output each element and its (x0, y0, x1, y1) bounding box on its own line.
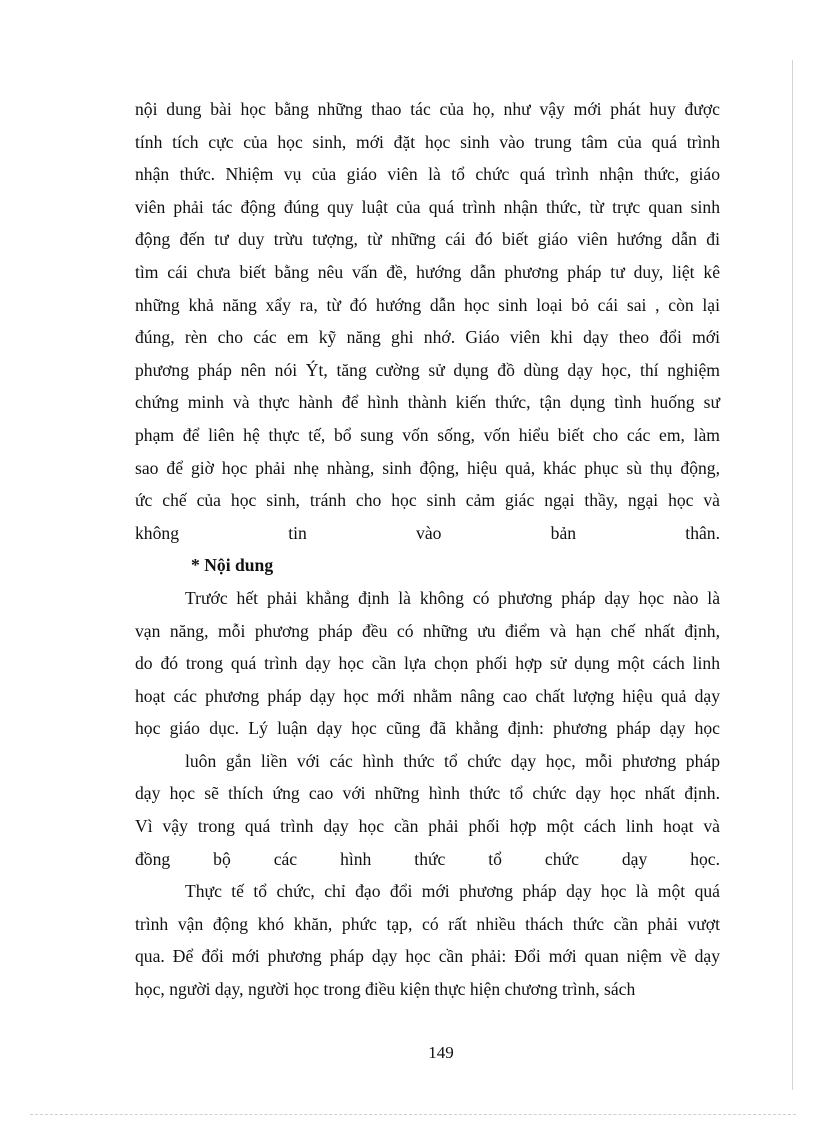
text-line: Thực tế tổ chức, chỉ đạo đổi mới phương pháp dạy học là một quá (185, 881, 720, 902)
text-line: do đó trong quá trình dạy học cần lựa chọn phối hợp sử dụng một cách linh (135, 653, 720, 674)
text-line: phương pháp nên nói Ýt, tăng cường sử dụng đồ dùng dạy học, thí nghiệm (135, 359, 720, 380)
text-line: vạn năng, mỗi phương pháp đều có những ưu điểm và hạn chế nhất định, (135, 620, 720, 641)
text-line: ức chế của học sinh, tránh cho học sinh cảm giác ngại thầy, ngại học và (135, 490, 720, 511)
text-line: viên phải tác động đúng quy luật của quá trình nhận thức, từ trực quan sinh (135, 196, 720, 217)
text-line: tính tích cực của học sinh, mới đặt học sinh vào trung tâm của quá trình (135, 131, 720, 152)
text-line: nội dung bài học bằng những thao tác của họ, như vậy mới phát huy được (135, 99, 720, 119)
text-line: không tin vào bản thân. (135, 522, 720, 543)
text-line: Trước hết phải khẳng định là không có phương pháp dạy học nào là (185, 587, 720, 608)
text-line: luôn gắn liền với các hình thức tổ chức dạy học, mỗi phương pháp (185, 750, 720, 771)
text-line: chứng minh và thực hành để hình thành kiến thức, tận dụng tình huống sư (135, 392, 720, 413)
text-line: nhận thức. Nhiệm vụ của giáo viên là tổ chức quá trình nhận thức, giáo (135, 164, 720, 185)
page-number: 149 (428, 1043, 454, 1062)
paragraph-4 (135, 875, 720, 1005)
text-line: đúng, rèn cho các em kỹ năng ghi nhớ. Giáo viên khi dạy theo đổi mới (135, 327, 720, 348)
text-line: động đến tư duy trừu tượng, từ những cái đó biết giáo viên hướng dẫn đi (135, 229, 720, 250)
text-line: trình vận động khó khăn, phức tạp, có rất nhiều thách thức cần phải vượt (135, 913, 720, 934)
text-line: sao để giờ học phải nhẹ nhàng, sinh động, hiệu quả, khác phục sù thụ động, (135, 457, 720, 478)
text-line: phạm để liên hệ thực tế, bổ sung vốn sống, vốn hiểu biết cho các em, làm (135, 424, 720, 445)
page-bottom-rule (30, 1114, 796, 1115)
text-line: học, người dạy, người học trong điều kiện thực hiện chương trình, sách (135, 979, 636, 1000)
text-line: học giáo dục. Lý luận dạy học cũng đã khẳng định: phương pháp dạy học (135, 718, 720, 739)
text-line: dạy học sẽ thích ứng cao với những hình thức tổ chức dạy học nhất định. (135, 783, 720, 804)
section-heading: * Nội dung (191, 555, 274, 576)
paragraph-3 (135, 745, 720, 875)
paragraph-1 (135, 93, 720, 549)
text-line: tìm cái chưa biết bằng nêu vấn đề, hướng dẫn phương pháp tư duy, liệt kê (135, 261, 720, 282)
text-line: qua. Để đổi mới phương pháp dạy học cần phải: Đổi mới quan niệm về dạy (135, 946, 720, 967)
text-line: Vì vậy trong quá trình dạy học cần phải phối hợp một cách linh hoạt và (135, 816, 720, 837)
text-line: những khả năng xẩy ra, từ đó hướng dẫn học sinh loại bỏ cái sai , còn lại (135, 294, 720, 315)
paragraph-2 (135, 582, 720, 745)
text-line: đồng bộ các hình thức tổ chức dạy học. (135, 848, 720, 869)
document-body (135, 93, 720, 1006)
text-line: hoạt các phương pháp dạy học mới nhằm nâng cao chất lượng hiệu quả dạy (135, 685, 720, 706)
